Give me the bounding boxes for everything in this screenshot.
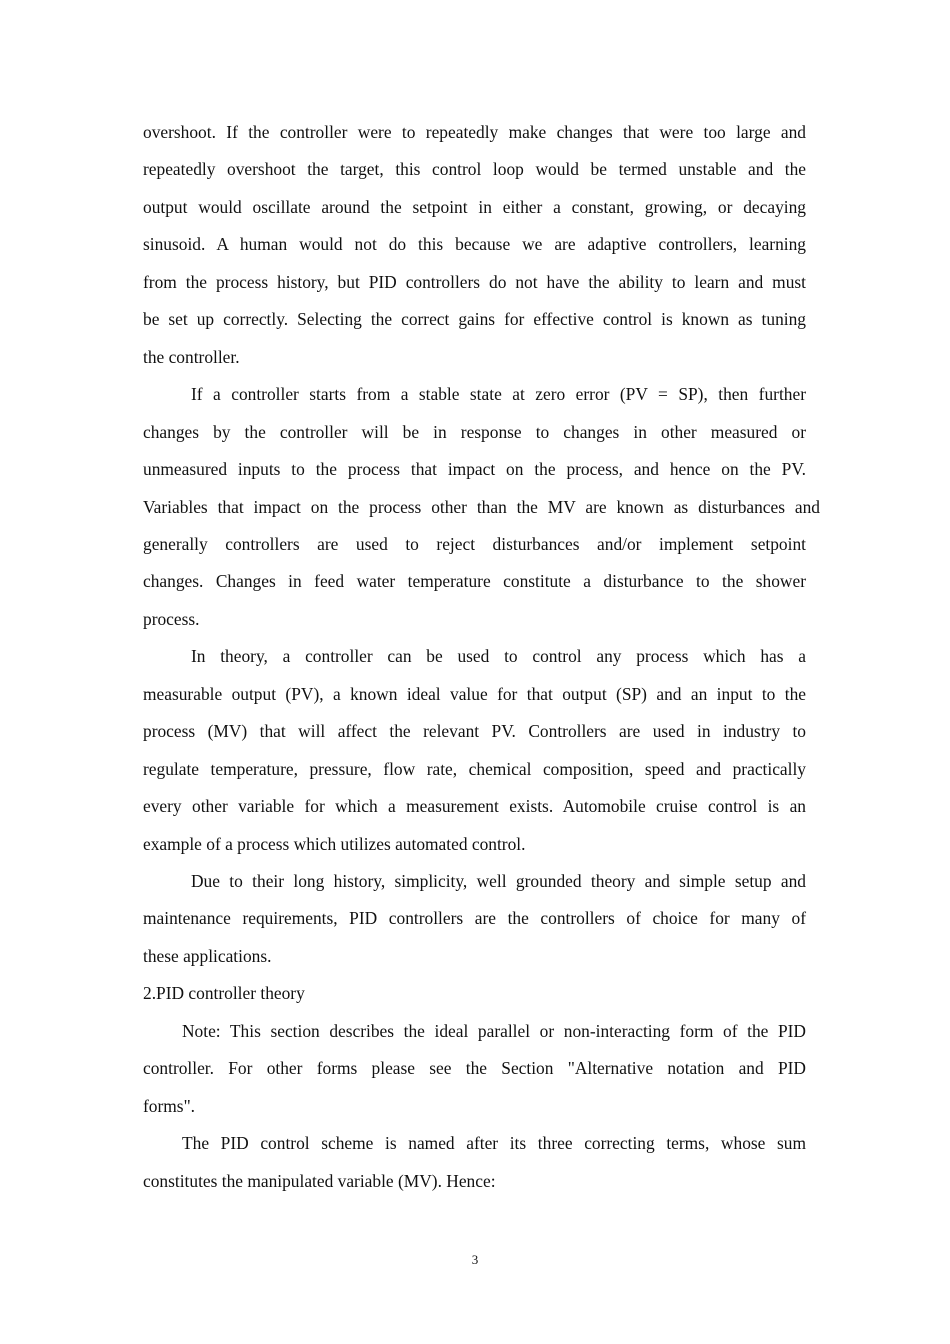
text-line: maintenance requirements, PID controllers are the controllers of choice for many of: [143, 908, 806, 929]
text-line: Note: This section describes the ideal parallel or non-interacting form of the PID: [182, 1020, 806, 1041]
text-line: The PID control scheme is named after its three correcting terms, whose sum: [182, 1133, 806, 1154]
text-line: changes. Changes in feed water temperature constitute a disturbance to the shower: [143, 571, 806, 592]
text-line: regulate temperature, pressure, flow rate, chemical composition, speed and practically: [143, 758, 806, 779]
text-line: repeatedly overshoot the target, this control loop would be termed unstable and the: [143, 159, 806, 180]
text-line: output would oscillate around the setpoint in either a constant, growing, or decaying: [143, 196, 806, 217]
text-line: constitutes the manipulated variable (MV). Hence:: [143, 1170, 496, 1191]
text-line: example of a process which utilizes automated control.: [143, 833, 526, 854]
text-line: be set up correctly. Selecting the correct gains for effective control is known as tuning: [143, 309, 806, 330]
text-line: process.: [143, 608, 200, 629]
text-line: these applications.: [143, 945, 272, 966]
text-line: forms".: [143, 1095, 196, 1116]
text-line: sinusoid. A human would not do this because we are adaptive controllers, learning: [143, 234, 806, 255]
text-line: from the process history, but PID controllers do not have the ability to learn and must: [143, 271, 806, 292]
text-line: changes by the controller will be in response to changes in other measured or: [143, 421, 806, 442]
text-line: process (MV) that will affect the relevant PV. Controllers are used in industry to: [143, 721, 806, 742]
text-line: measurable output (PV), a known ideal value for that output (SP) and an input to the: [143, 683, 806, 704]
text-line: Variables that impact on the process other than the MV are known as disturbances and: [143, 496, 820, 517]
text-line: generally controllers are used to reject disturbances and/or implement setpoint: [143, 533, 806, 554]
text-line: In theory, a controller can be used to control any process which has a: [191, 646, 806, 667]
text-line: overshoot. If the controller were to repeatedly make changes that were too large and: [143, 122, 806, 142]
text-line: controller. For other forms please see the Section "Alternative notation and PID: [143, 1058, 806, 1079]
text-line: Due to their long history, simplicity, well grounded theory and simple setup and: [191, 871, 806, 891]
section-heading: 2.PID controller theory: [143, 983, 305, 1004]
text-line: the controller.: [143, 346, 240, 367]
text-line: every other variable for which a measurement exists. Automobile cruise control is an: [143, 796, 806, 817]
text-line: unmeasured inputs to the process that impact on the process, and hence on the PV.: [143, 459, 806, 480]
text-line: If a controller starts from a stable state at zero error (PV = SP), then further: [191, 384, 806, 405]
page-number: 3: [471, 1252, 479, 1267]
